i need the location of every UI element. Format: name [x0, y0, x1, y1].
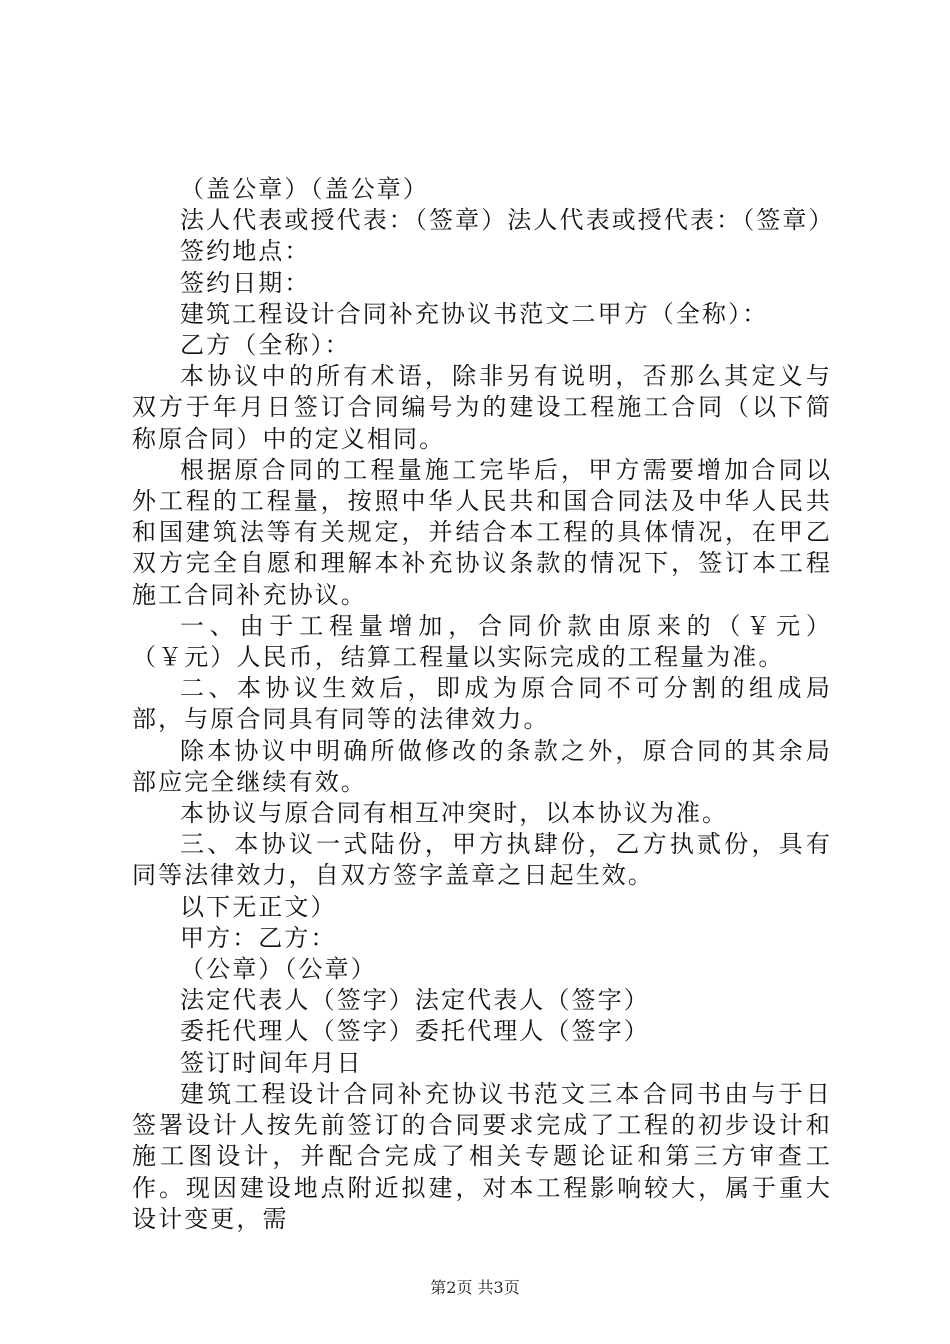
no-further-text-line: 以下无正文） [180, 892, 337, 921]
document-body [132, 174, 835, 1235]
signature-seal-line: （盖公章）（盖公章） [180, 175, 429, 203]
page-number-footer: 第2页 共3页 [430, 1278, 520, 1297]
authorized-agent-line: 委托代理人（签字）委托代理人（签字） [180, 1017, 650, 1046]
official-seal-line: （公章）（公章） [180, 955, 377, 984]
section-two-heading: 建筑工程设计合同补充协议书范文二甲方（全称）： [180, 299, 769, 328]
legal-representative-line: 法定代表人（签字）法定代表人（签字） [180, 986, 650, 1015]
signing-place-line: 签约地点： [180, 237, 311, 266]
paragraph-terms: 本协议中的所有术语，除非另有说明，否那么其定义与双方于年月日签订合同编号为的建设工程施工合同（以下简称原合同）中的定义相同。 [132, 362, 832, 453]
paragraph-basis: 根据原合同的工程量施工完毕后，甲方需要增加合同以外工程的工程量，按照中华人民共和国合同法及中华人民共和国建筑法等有关规定，并结合本工程的具体情况，在甲乙双方完全自愿和理解本补充协议条款的情况下，签订本工程施工合同补充协议。 [132, 455, 832, 609]
signature-representative-line: 法人代表或授代表：（签章）法人代表或授代表：（签章） [180, 206, 835, 235]
paragraph-remaining-validity: 除本协议中明确所做修改的条款之外，原合同的其余局部应完全继续有效。 [132, 736, 832, 796]
clause-one: 一、由于工程量增加，合同价款由原来的（￥元）（￥元）人民币，结算工程量以实际完成的工程量为准。 [132, 611, 832, 672]
clause-two: 二、本协议生效后，即成为原合同不可分割的组成局部，与原合同具有同等的法律效力。 [132, 674, 832, 734]
signing-time-line: 签订时间年月日 [180, 1048, 363, 1077]
paragraph-conflict: 本协议与原合同有相互冲突时，以本协议为准。 [180, 799, 729, 828]
party-b-line: 乙方（全称）： [180, 331, 351, 360]
section-three-paragraph: 建筑工程设计合同补充协议书范文三本合同书由与于日签署设计人按先前签订的合同要求完成了工程的初步设计和施工图设计，并配合完成了相关专题论证和第三方审查工作。现因建设地点附近拟建，对本工程影响较大，属于重大设计变更，需 [132, 1079, 832, 1233]
signing-date-line: 签约日期： [180, 268, 311, 297]
clause-three: 三、本协议一式陆份，甲方执肆份，乙方执贰份，具有同等法律效力，自双方签字盖章之日起生效。 [132, 830, 832, 890]
parties-line: 甲方：乙方： [180, 923, 337, 952]
